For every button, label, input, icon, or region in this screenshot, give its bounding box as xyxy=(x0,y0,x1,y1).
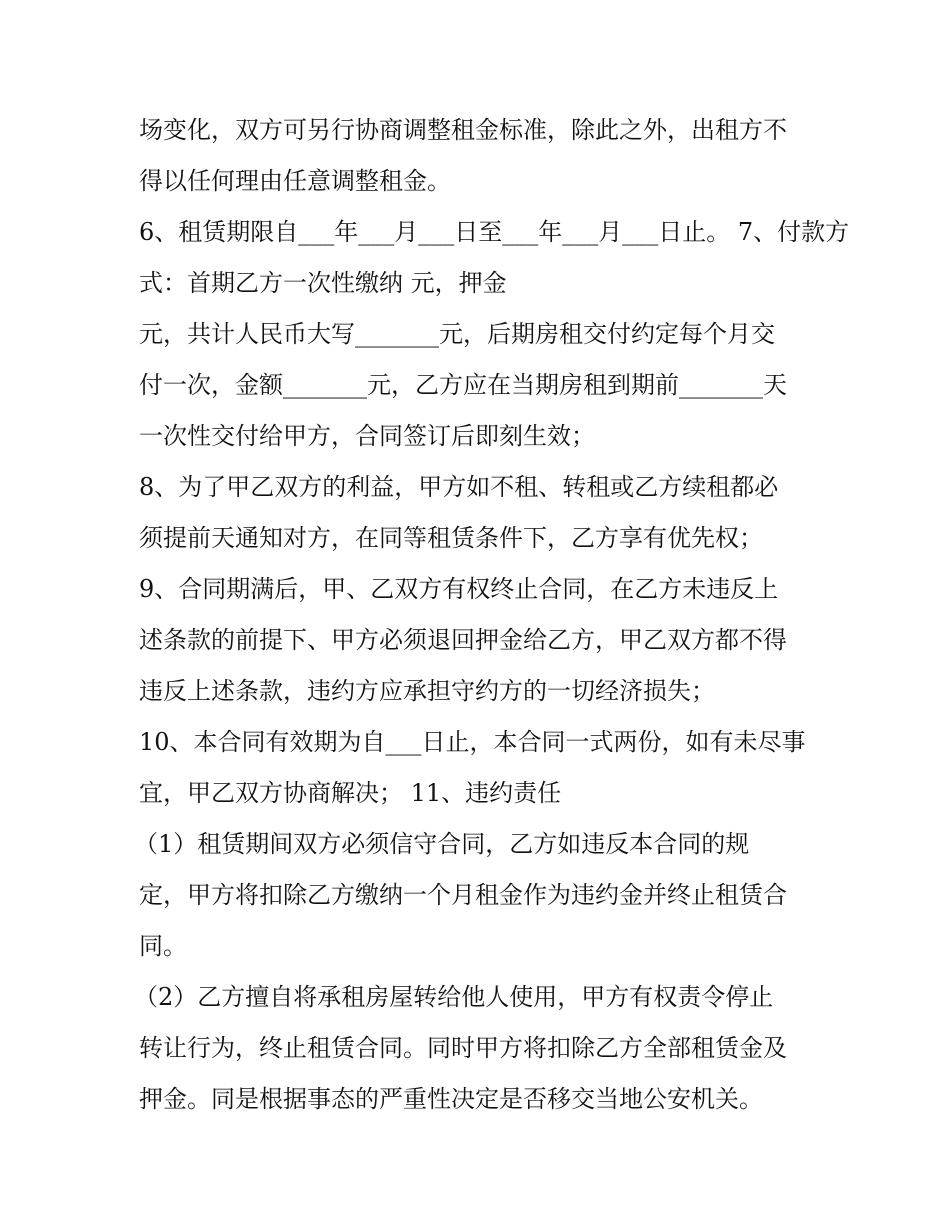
text-line: 宜，甲乙双方协商解决； 11、违约责任 xyxy=(139,779,562,807)
text-line: 元，共计人民币大写_______元，后期房租交付约定每个月交 xyxy=(139,320,775,348)
text-line: 同。 xyxy=(139,932,187,960)
text-line: 述条款的前提下、甲方必须退回押金给乙方，甲乙双方都不得 xyxy=(139,626,787,654)
text-line: 付一次，金额_______元，乙方应在当期房租到期前_______天 xyxy=(139,371,787,399)
text-line: （2）乙方擅自将承租房屋转给他人使用，甲方有权责令停止 xyxy=(134,983,774,1011)
text-line: 9、合同期满后，甲、乙双方有权终止合同，在乙方未违反上 xyxy=(139,575,779,603)
text-line: 得以任何理由任意调整租金。 xyxy=(139,167,451,195)
text-line: 转让行为，终止租赁合同。同时甲方将扣除乙方全部租赁金及 xyxy=(139,1034,787,1062)
text-line: 押金。同是根据事态的严重性决定是否移交当地公安机关。 xyxy=(139,1085,763,1113)
text-line: 式：首期乙方一次性缴纳 元，押金 xyxy=(139,269,507,297)
text-line: 定，甲方将扣除乙方缴纳一个月租金作为违约金并终止租赁合 xyxy=(139,881,787,909)
text-line: （1）租赁期间双方必须信守合同，乙方如违反本合同的规 xyxy=(134,830,750,858)
text-line: 一次性交付给甲方，合同签订后即刻生效； xyxy=(139,422,595,450)
text-line: 须提前天通知对方，在同等租赁条件下，乙方享有优先权； xyxy=(139,524,763,552)
document-body xyxy=(134,105,850,1125)
text-line: 场变化，双方可另行协商调整租金标准，除此之外，出租方不 xyxy=(139,116,787,144)
text-line: 10、本合同有效期为自___日止，本合同一式两份，如有未尽事 xyxy=(139,728,806,756)
text-line: 6、租赁期限自___年___月___日至___年___月___日止。 7、付款方 xyxy=(139,218,850,246)
text-line: 违反上述条款，违约方应承担守约方的一切经济损失； xyxy=(139,677,715,705)
text-line: 8、为了甲乙双方的利益，甲方如不租、转租或乙方续租都必 xyxy=(139,473,779,501)
